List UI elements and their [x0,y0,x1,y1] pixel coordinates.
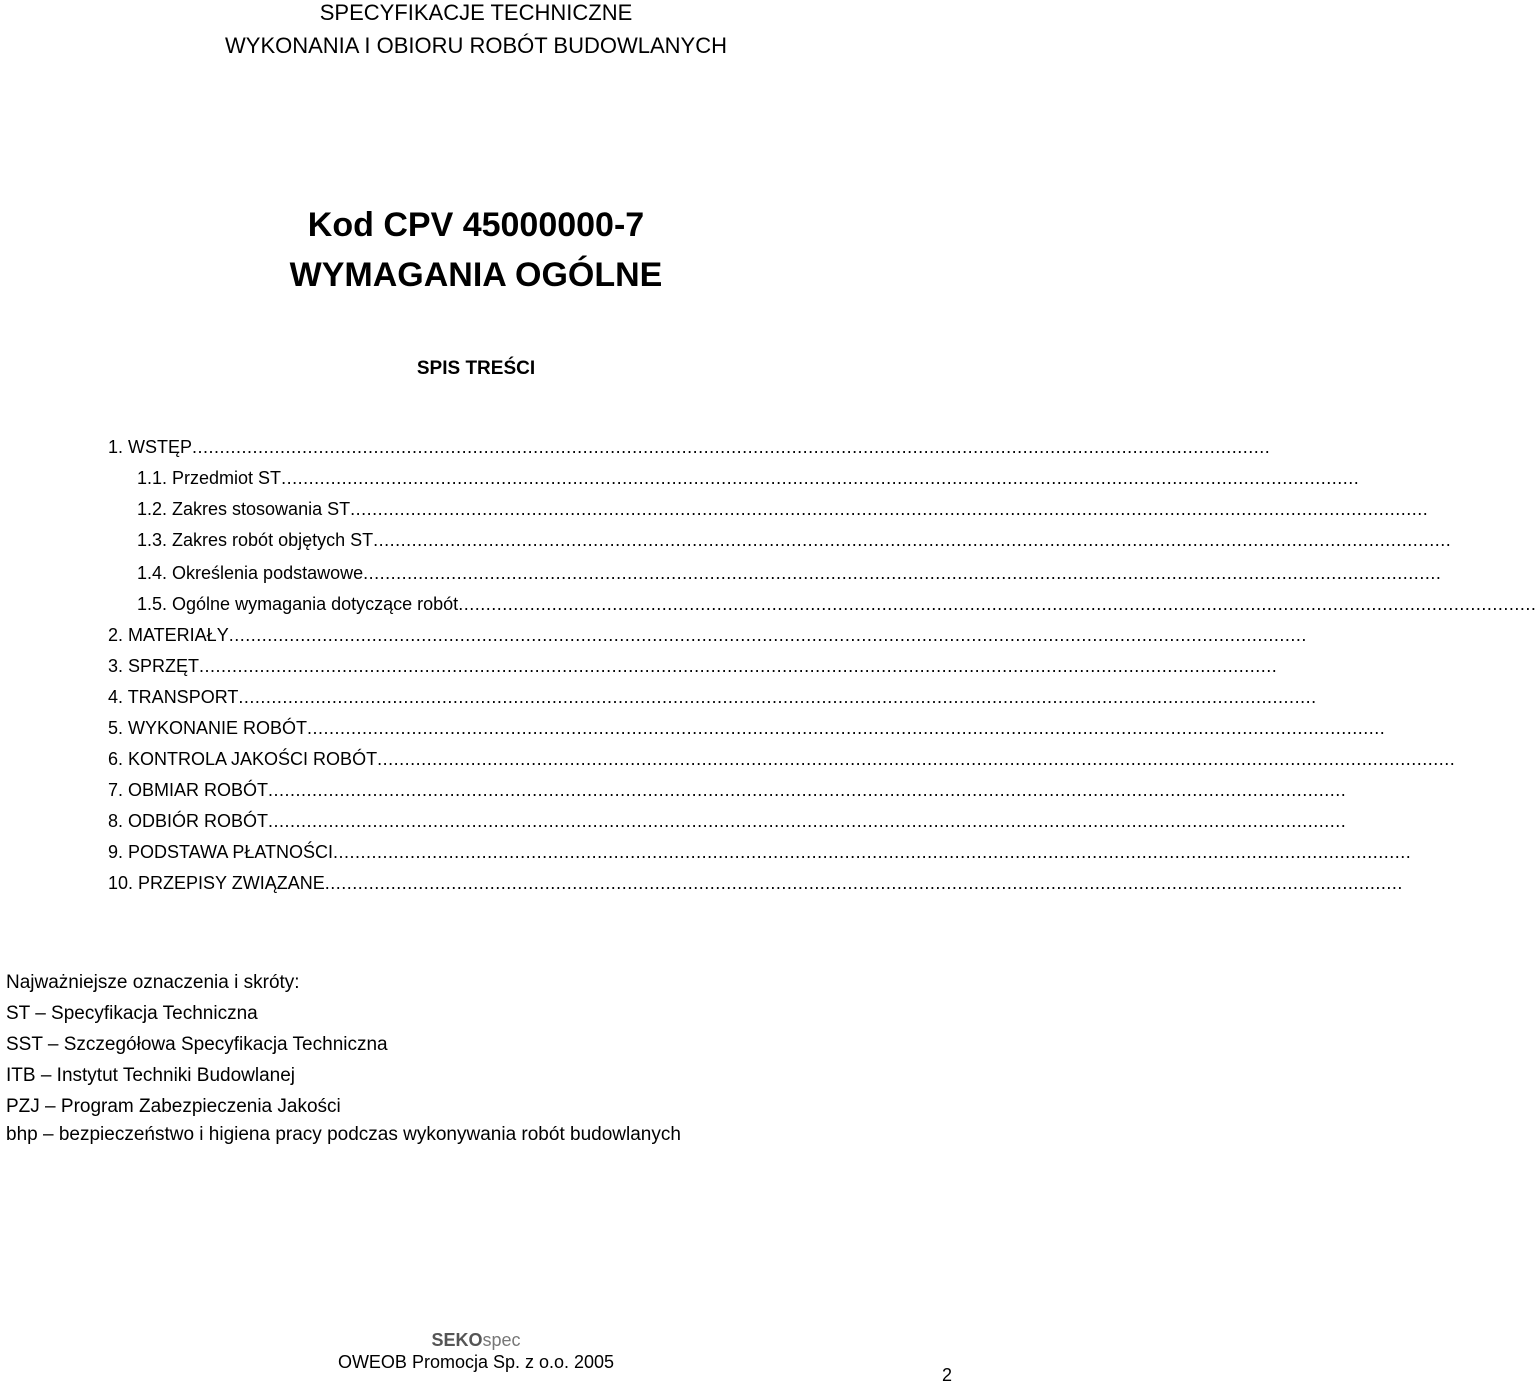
toc-item-label: 3. SPRZĘT [108,656,200,676]
abbreviation-item: bhp – bezpieczeństwo i higiena pracy podczas wykonywania robót budowlanych [6,1124,681,1145]
toc-item-label: 7. OBMIAR ROBÓT [108,780,269,800]
abbreviation-item: SST – Szczegółowa Specyfikacja Techniczna [6,1034,388,1055]
toc-item[interactable] [137,530,1452,552]
cpv-code-title: Kod CPV 45000000-7 [307,206,645,244]
toc-item[interactable] [108,749,1456,771]
toc-item[interactable] [108,718,1386,740]
toc-item[interactable] [137,499,1429,521]
toc-item-label: 1.5. Ogólne wymagania dotyczące robót [137,594,459,614]
toc-item[interactable] [108,625,1307,647]
toc-leader: .................................................................................................................................................................................................... [307,718,1386,738]
toc-item[interactable] [108,842,1412,864]
toc-item[interactable] [108,687,1317,709]
toc-item[interactable] [137,594,1536,616]
document-header-line1: SPECYFIKACJE TECHNICZNE [319,0,633,25]
toc-item-label: 1. WSTĘP [108,437,193,457]
toc-leader: .................................................................................................................................................................................................... [268,811,1347,831]
toc-item-label: 9. PODSTAWA PŁATNOŚCI [108,842,334,862]
toc-item[interactable] [108,811,1347,833]
toc-leader: .................................................................................................................................................................................................... [373,530,1452,550]
document-header-line2: WYKONANIA I OBIORU ROBÓT BUDOWLANYCH [225,33,727,58]
toc-leader: .................................................................................................................................................................................................... [192,437,1271,457]
toc-leader: .................................................................................................................................................................................................... [377,749,1456,769]
toc-leader: .................................................................................................................................................................................................... [281,468,1360,488]
page-number: 2 [941,1365,952,1385]
toc-item-label: 1.4. Określenia podstawowe [137,563,364,583]
toc-item-label: 1.3. Zakres robót objętych ST [137,530,374,550]
toc-leader: .................................................................................................................................................................................................... [199,656,1278,676]
toc-leader: .................................................................................................................................................................................................... [333,842,1412,862]
toc-item[interactable] [137,563,1442,585]
footer-brand-light: spec [482,1330,521,1350]
footer-brand-logo [0,1330,952,1351]
abbreviations-heading: Najważniejsze oznaczenia i skróty: [6,972,300,993]
footer-company: OWEOB Promocja Sp. z o.o. 2005 [337,1352,615,1372]
toc-item-label: 10. PRZEPISY ZWIĄZANE [108,873,325,893]
toc-item-label: 4. TRANSPORT [108,687,239,707]
toc-item-label: 1.2. Zakres stosowania ST [137,499,351,519]
toc-leader: .................................................................................................................................................................................................... [238,687,1317,707]
document-title: WYMAGANIA OGÓLNE [289,256,663,294]
toc-item-label: 5. WYKONANIE ROBÓT [108,718,308,738]
toc-heading: SPIS TREŚCI [416,358,536,379]
toc-item-label: 8. ODBIÓR ROBÓT [108,811,269,831]
toc-leader: .................................................................................................................................................................................................... [324,873,1403,893]
abbreviation-item: ITB – Instytut Techniki Budowlanej [6,1065,296,1086]
abbreviation-item: ST – Specyfikacja Techniczna [6,1003,258,1024]
footer-brand-bold: SEKO [431,1330,483,1350]
toc-item-label: 1.1. Przedmiot ST [137,468,282,488]
toc-leader: .................................................................................................................................................................................................... [363,563,1442,583]
toc-item-label: 2. MATERIAŁY [108,625,229,645]
toc-item[interactable] [108,656,1278,678]
toc-item[interactable] [108,780,1347,802]
abbreviation-item: PZJ – Program Zabezpieczenia Jakości [6,1096,341,1117]
toc-item[interactable] [137,468,1360,490]
toc-leader: .................................................................................................................................................................................................... [268,780,1347,800]
toc-leader: .................................................................................................................................................................................................... [350,499,1429,519]
toc-item-label: 6. KONTROLA JAKOŚCI ROBÓT [108,749,378,769]
toc-leader: .................................................................................................................................................................................................... [228,625,1307,645]
toc-leader: .................................................................................................................................................................................................... [458,594,1536,614]
toc-item[interactable] [108,873,1403,895]
toc-item[interactable] [108,437,1271,459]
